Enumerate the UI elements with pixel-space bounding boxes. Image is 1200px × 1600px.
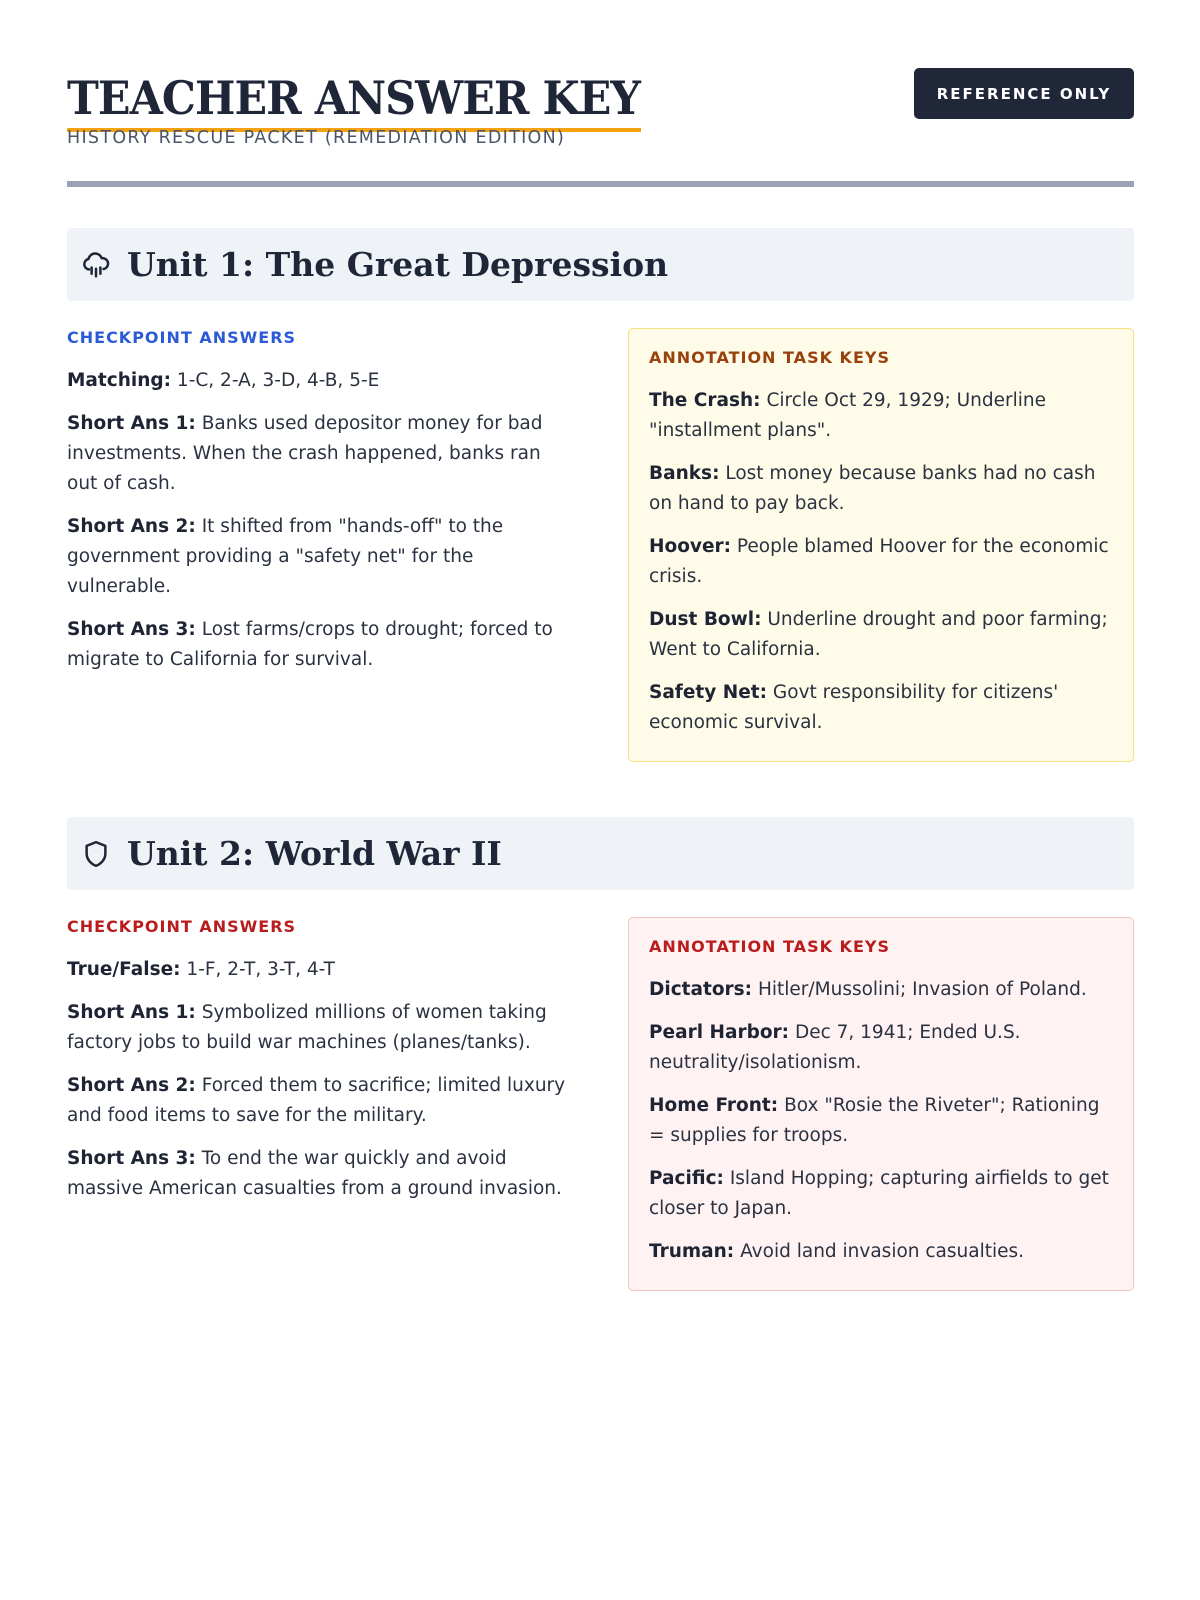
key-text: Govt responsibility for citizens' economic survival. [649, 682, 1059, 733]
key-text: Island Hopping; capturing airfields to get closer to Japan. [649, 1168, 1109, 1219]
checkpoint-heading: CHECKPOINT ANSWERS [67, 917, 297, 936]
page-subtitle: HISTORY RESCUE PACKET (REMEDIATION EDITION) [67, 128, 566, 148]
answer-text: It shifted from "hands-off" to the government providing a "safety net" for the vulnerable. [67, 516, 504, 597]
unit-2-title: Unit 2: World War II [127, 834, 502, 873]
answer-label: Short Ans 3: [67, 619, 196, 640]
key-label: Home Front: [649, 1095, 779, 1116]
checkpoint-answer [67, 409, 567, 499]
answer-text: 1-F, 2-T, 3-T, 4-T [186, 959, 335, 980]
unit-2-header [67, 817, 1134, 890]
annotation-key [649, 532, 1113, 592]
key-label: Banks: [649, 463, 720, 484]
checkpoint-answer [67, 1144, 567, 1204]
key-label: Pearl Harbor: [649, 1022, 790, 1043]
key-text: Box "Rosie the Riveter"; Rationing = supplies for troops. [649, 1095, 1100, 1146]
key-text: Avoid land invasion casualties. [740, 1241, 1025, 1262]
page-title: TEACHER ANSWER KEY [67, 71, 641, 125]
answer-label: Short Ans 3: [67, 1148, 196, 1169]
annotation-heading: ANNOTATION TASK KEYS [649, 937, 890, 956]
answer-label: Matching: [67, 370, 172, 391]
key-label: Dust Bowl: [649, 609, 762, 630]
checkpoint-answer [67, 998, 567, 1058]
checkpoint-answer [67, 512, 567, 602]
answer-text: Symbolized millions of women taking factory jobs to build war machines (planes/tanks). [67, 1002, 547, 1053]
key-text: Circle Oct 29, 1929; Underline "installment plans". [649, 390, 1047, 441]
key-label: The Crash: [649, 390, 761, 411]
key-text: Underline drought and poor farming; Went to California. [649, 609, 1108, 660]
key-text: People blamed Hoover for the economic crisis. [649, 536, 1109, 587]
rain-cloud-icon [81, 250, 111, 280]
unit-1-checkpoint-answers [67, 327, 567, 688]
answer-label: Short Ans 1: [67, 413, 196, 434]
key-label: Truman: [649, 1241, 735, 1262]
answer-text: Banks used depositor money for bad investments. When the crash happened, banks ran out of cash. [67, 413, 543, 494]
checkpoint-heading: CHECKPOINT ANSWERS [67, 328, 297, 347]
annotation-heading: ANNOTATION TASK KEYS [649, 348, 890, 367]
key-text: Dec 7, 1941; Ended U.S. neutrality/isolationism. [649, 1022, 1021, 1073]
header-divider [67, 181, 1134, 187]
checkpoint-answer [67, 366, 567, 396]
key-label: Safety Net: [649, 682, 768, 703]
answer-label: True/False: [67, 959, 181, 980]
annotation-key [649, 1018, 1113, 1078]
answer-text: To end the war quickly and avoid massive American casualties from a ground invasion. [67, 1148, 562, 1199]
page-header [67, 68, 1134, 188]
reference-only-badge: REFERENCE ONLY [914, 68, 1134, 119]
answer-text: Lost farms/crops to drought; forced to migrate to California for survival. [67, 619, 553, 670]
annotation-key [649, 459, 1113, 519]
answer-text: 1-C, 2-A, 3-D, 4-B, 5-E [176, 370, 380, 391]
annotation-key [649, 605, 1113, 665]
annotation-key [649, 678, 1113, 738]
unit-2-annotation-keys [628, 917, 1134, 1291]
answer-label: Short Ans 2: [67, 516, 196, 537]
shield-icon [81, 839, 111, 869]
key-label: Dictators: [649, 979, 753, 1000]
annotation-key [649, 1091, 1113, 1151]
unit-1-header [67, 228, 1134, 301]
answer-text: Forced them to sacrifice; limited luxury and food items to save for the military. [67, 1075, 566, 1126]
annotation-key [649, 1164, 1113, 1224]
answer-label: Short Ans 2: [67, 1075, 196, 1096]
checkpoint-answer [67, 615, 567, 675]
checkpoint-answer [67, 955, 567, 985]
unit-2-checkpoint-answers [67, 916, 567, 1217]
key-label: Pacific: [649, 1168, 724, 1189]
checkpoint-answer [67, 1071, 567, 1131]
unit-1-annotation-keys [628, 328, 1134, 762]
key-text: Hitler/Mussolini; Invasion of Poland. [757, 979, 1087, 1000]
answer-label: Short Ans 1: [67, 1002, 196, 1023]
annotation-key [649, 1237, 1113, 1267]
key-label: Hoover: [649, 536, 732, 557]
annotation-key [649, 975, 1113, 1005]
key-text: Lost money because banks had no cash on hand to pay back. [649, 463, 1096, 514]
annotation-key [649, 386, 1113, 446]
unit-1-title: Unit 1: The Great Depression [127, 245, 669, 284]
